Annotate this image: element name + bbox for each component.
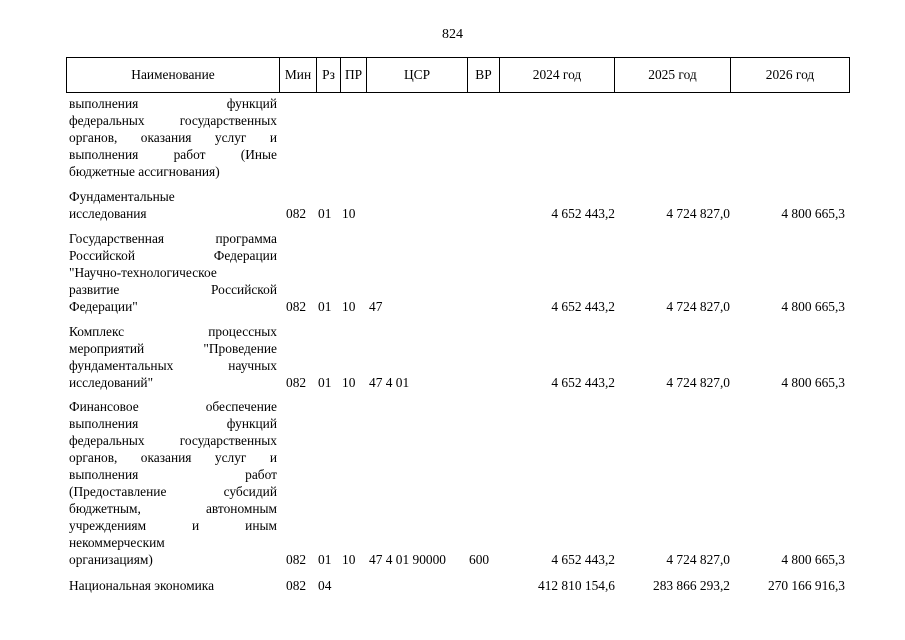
row-name-line: исследований" <box>69 375 154 390</box>
cell-rz: 01 <box>318 206 332 221</box>
cell-min: 082 <box>286 206 307 221</box>
cell-pr: 10 <box>342 299 356 314</box>
cell-2025: 4 724 827,0 <box>666 552 730 567</box>
table-header <box>66 57 850 93</box>
row-name-line: некоммерческим <box>69 535 165 550</box>
header-min: Мин <box>280 58 317 93</box>
row-name-line: выполнения работ (Иные <box>69 147 277 162</box>
cell-rz: 01 <box>318 375 332 390</box>
cell-min: 082 <box>286 299 307 314</box>
row-name-line: органов, оказания услуг и <box>69 130 277 145</box>
row-name-line: Финансовое обеспечение <box>69 399 277 414</box>
cell-2025: 4 724 827,0 <box>666 299 730 314</box>
cell-2026: 4 800 665,3 <box>781 375 845 390</box>
row-name <box>69 95 277 180</box>
row-name-line: выполнения функций <box>69 96 277 111</box>
cell-min: 082 <box>286 375 307 390</box>
header-2025: 2025 год <box>615 58 731 93</box>
row-name-line: Федерации" <box>69 299 138 314</box>
row-name <box>69 577 277 594</box>
cell-2025: 4 724 827,0 <box>666 375 730 390</box>
table-body <box>0 92 905 640</box>
row-name-line: органов, оказания услуг и <box>69 450 277 465</box>
cell-2026: 4 800 665,3 <box>781 206 845 221</box>
cell-2024: 4 652 443,2 <box>551 375 615 390</box>
cell-2024: 4 652 443,2 <box>551 299 615 314</box>
header-name: Наименование <box>67 58 280 93</box>
cell-rz: 01 <box>318 299 332 314</box>
cell-2025: 4 724 827,0 <box>666 206 730 221</box>
row-name-line: исследования <box>69 206 147 221</box>
row-name-line: бюджетные ассигнования) <box>69 164 220 179</box>
row-name-line: бюджетным, автономным <box>69 501 277 516</box>
cell-min: 082 <box>286 578 307 593</box>
cell-rz: 01 <box>318 552 332 567</box>
row-name-line: выполнения функций <box>69 416 277 431</box>
row-name <box>69 188 277 222</box>
cell-2026: 4 800 665,3 <box>781 552 845 567</box>
cell-pr: 10 <box>342 552 356 567</box>
row-name-line: организациям) <box>69 552 153 567</box>
cell-pr: 10 <box>342 206 356 221</box>
row-name <box>69 398 277 568</box>
cell-pr: 10 <box>342 375 356 390</box>
row-name-line: мероприятий "Проведение <box>69 341 277 356</box>
row-name <box>69 230 277 315</box>
row-name-line: Национальная экономика <box>69 578 215 593</box>
cell-min: 082 <box>286 552 307 567</box>
row-name <box>69 323 277 391</box>
cell-2024: 4 652 443,2 <box>551 206 615 221</box>
cell-2024: 412 810 154,6 <box>538 578 615 593</box>
row-name-line: Фундаментальные <box>69 189 175 204</box>
row-name-line: учреждениям и иным <box>69 518 277 533</box>
header-vr: ВР <box>468 58 500 93</box>
cell-csr: 47 <box>369 299 383 314</box>
cell-2025: 283 866 293,2 <box>653 578 730 593</box>
header-2026: 2026 год <box>731 58 850 93</box>
row-name-line: Российской Федерации <box>69 248 277 263</box>
cell-csr: 47 4 01 <box>369 375 410 390</box>
header-2024: 2024 год <box>500 58 615 93</box>
cell-csr: 47 4 01 90000 <box>369 552 446 567</box>
row-name-line: развитие Российской <box>69 282 277 297</box>
row-name-line: (Предоставление субсидий <box>69 484 277 499</box>
header-rz: Рз <box>317 58 341 93</box>
row-name-line: "Научно-технологическое <box>69 265 217 280</box>
header-pr: ПР <box>341 58 367 93</box>
row-name-line: выполнения работ <box>69 467 277 482</box>
row-name-line: Комплекс процессных <box>69 324 277 339</box>
cell-2026: 4 800 665,3 <box>781 299 845 314</box>
page-number: 824 <box>442 27 463 42</box>
row-name-line: федеральных государственных <box>69 113 277 128</box>
cell-2026: 270 166 916,3 <box>768 578 845 593</box>
header-csr: ЦСР <box>367 58 468 93</box>
cell-2024: 4 652 443,2 <box>551 552 615 567</box>
row-name-line: федеральных государственных <box>69 433 277 448</box>
row-name-line: Государственная программа <box>69 231 277 246</box>
row-name-line: фундаментальных научных <box>69 358 277 373</box>
cell-rz: 04 <box>318 578 332 593</box>
cell-vr: 600 <box>469 552 490 567</box>
